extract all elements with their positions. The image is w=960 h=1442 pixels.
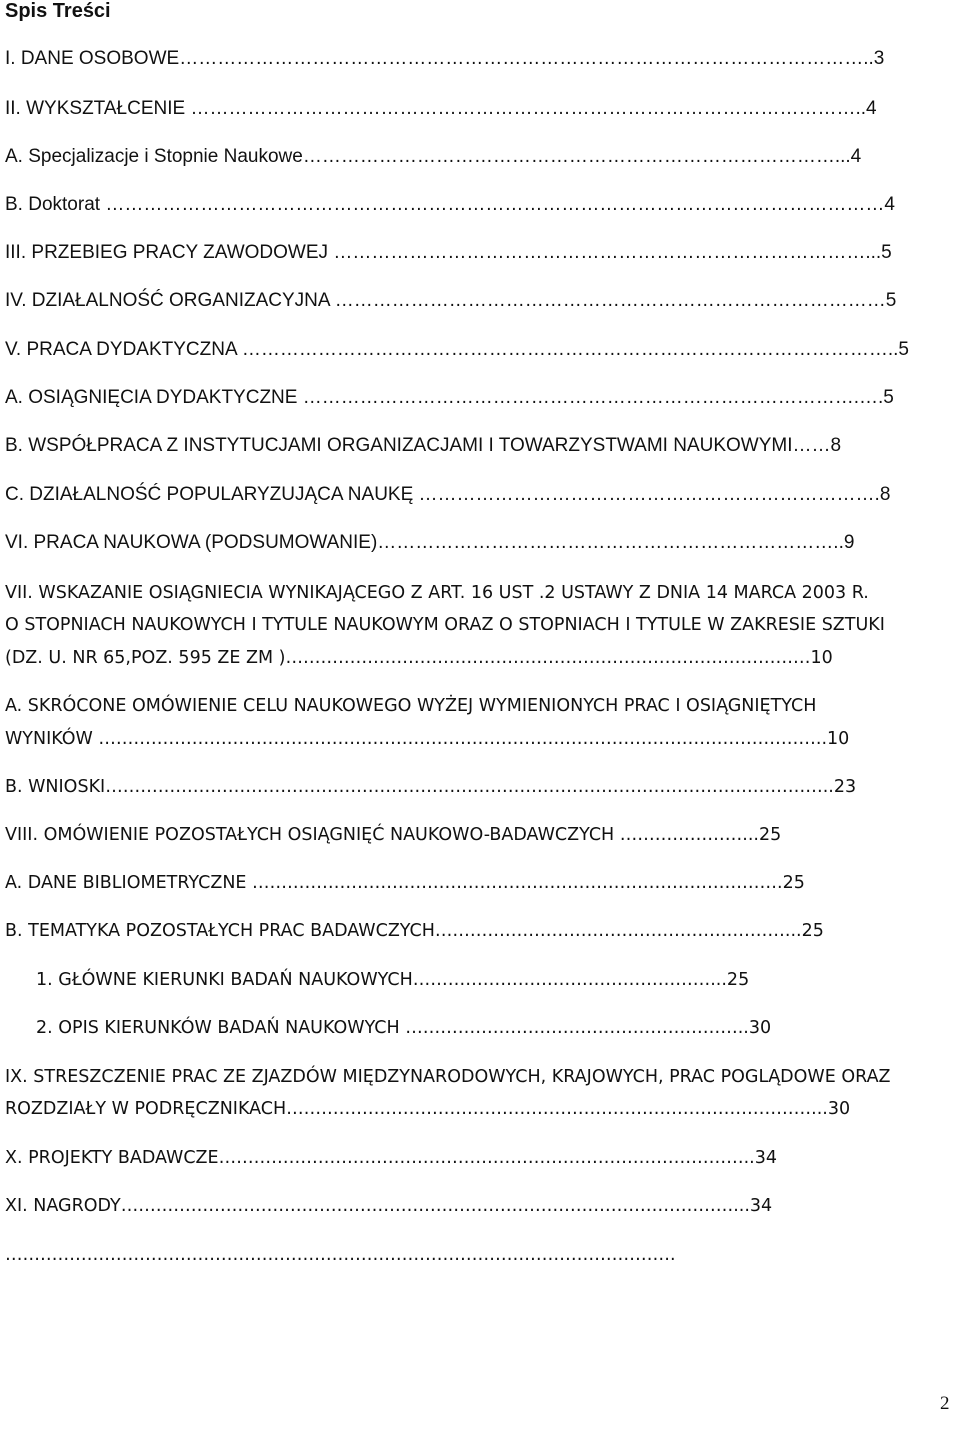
toc-entry: B. WNIOSKI……………………………………………………………………………………………………………..23 bbox=[5, 777, 857, 797]
toc-entry: B. WSPÓŁPRACA Z INSTYTUCJAMI ORGANIZACJAMI I TOWARZYSTWAMI NAUKOWYMI……8 bbox=[5, 435, 842, 456]
toc-entry: A. OSIĄGNIĘCIA DYDAKTYCZNE …………………………………………………………………………….….5 bbox=[5, 387, 894, 408]
toc-entry-continued: O STOPNIACH NAUKOWYCH I TYTULE NAUKOWYM ORAZ O STOPNIACH I TYTULE W ZAKRESIE SZTUKI bbox=[5, 615, 885, 635]
toc-entry: VI. PRACA NAUKOWA (PODSUMOWANIE)………………………………………………………………..9 bbox=[5, 532, 855, 553]
toc-entry: B. Doktorat ……………………………………………………………………………………………………………4 bbox=[5, 194, 895, 215]
toc-entry: I. DANE OSOBOWE………………………………………………………………………………………………..3 bbox=[5, 48, 885, 69]
toc-entry: C. DZIAŁALNOŚĆ POPULARYZUJĄCA NAUKĘ ……………………………………………………………….8 bbox=[5, 484, 891, 505]
toc-entry: IV. DZIAŁALNOŚĆ ORGANIZACYJNA ……………………………………………………………………………5 bbox=[5, 290, 897, 311]
toc-entry: B. TEMATYKA POZOSTAŁYCH PRAC BADAWCZYCH……………………………………………………...25 bbox=[5, 921, 824, 941]
page-number: 2 bbox=[940, 1393, 950, 1414]
toc-entry-continued: WYNIKÓW ……………………………………………………………………………………………………………..10 bbox=[5, 729, 850, 749]
toc-entry: A. Specjalizacje i Stopnie Naukowe…………………………………………………………………………...4 bbox=[5, 146, 862, 167]
toc-entry: XI. NAGRODY……………………………………………………………………………………………...34 bbox=[5, 1196, 773, 1216]
toc-entry-continued: (DZ. U. NR 65,POZ. 595 ZE ZM )………………………………………………………………………………10 bbox=[5, 648, 833, 668]
toc-entry: VII. WSKAZANIE OSIĄGNIECIA WYNIKAJĄCEGO Z ART. 16 UST .2 USTAWY Z DNIA 14 MARCA 2003 R. bbox=[5, 583, 869, 603]
toc-entry: V. PRACA DYDAKTYCZNA …………………………………………………………………………………………..5 bbox=[5, 339, 909, 360]
toc-entry: A. SKRÓCONE OMÓWIENIE CELU NAUKOWEGO WYŻEJ WYMIENIONYCH PRAC I OSIĄGNIĘTYCH bbox=[5, 696, 817, 716]
toc-entry: III. PRZEBIEG PRACY ZAWODOWEJ …………………………………………………………………………...5 bbox=[5, 242, 892, 263]
toc-entry: IX. STRESZCZENIE PRAC ZE ZJAZDÓW MIĘDZYNARODOWYCH, KRAJOWYCH, PRAC POGLĄDOWE ORAZ bbox=[5, 1067, 891, 1087]
toc-entry: II. WYKSZTAŁCENIE ……………………………………………………………………………………………..4 bbox=[5, 98, 877, 119]
toc-entry: A. DANE BIBLIOMETRYCZNE ……………………………………………………………………………….25 bbox=[5, 873, 805, 893]
toc-subentry: 1. GŁÓWNE KIERUNKI BADAŃ NAUKOWYCH……………………………………………...25 bbox=[36, 970, 750, 990]
toc-entry: X. PROJEKTY BADAWCZE………………………………………………………………………………..34 bbox=[5, 1148, 777, 1168]
toc-entry-continued: ROZDZIAŁY W PODRĘCZNIKACH………………………………………………………………………………...30 bbox=[5, 1099, 851, 1119]
toc-heading: Spis Treści bbox=[5, 0, 111, 22]
toc-entry: VIII. OMÓWIENIE POZOSTAŁYCH OSIĄGNIĘĆ NAUKOWO-BADAWCZYCH …………………...25 bbox=[5, 825, 782, 845]
toc-subentry: 2. OPIS KIERUNKÓW BADAŃ NAUKOWYCH …………………………………………………..30 bbox=[36, 1018, 772, 1038]
toc-ellipsis-line: ……………………………………………………………………………………………………. bbox=[5, 1245, 676, 1265]
